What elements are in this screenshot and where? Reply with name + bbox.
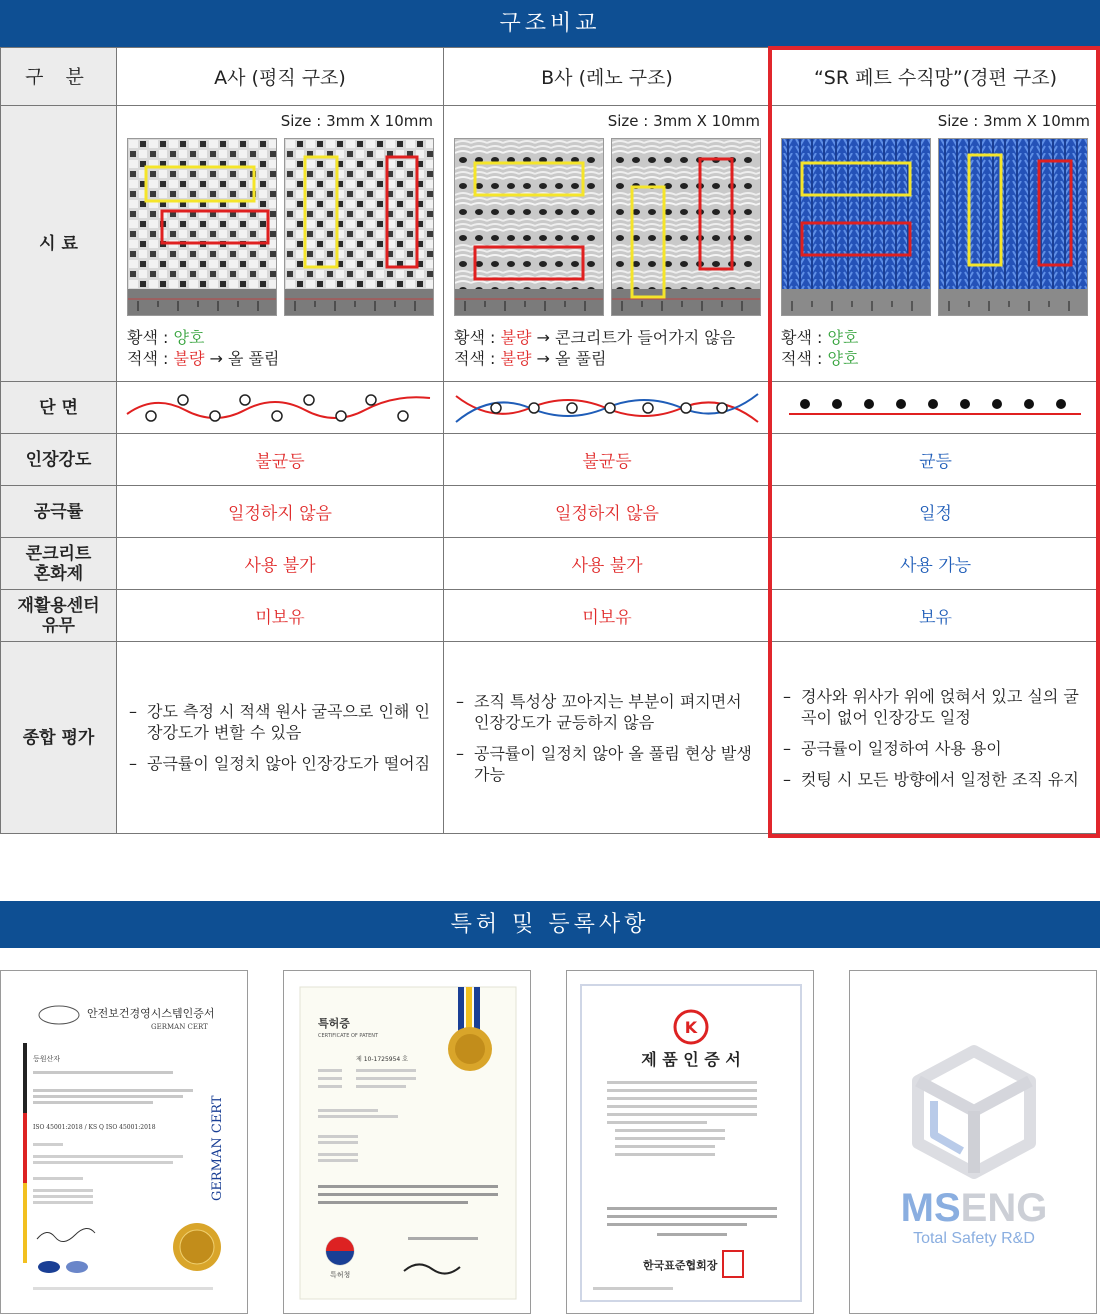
cross-section-diagram xyxy=(781,388,1091,428)
fabric-sample-photo xyxy=(284,138,434,316)
logo-name-part: ENG xyxy=(960,1186,1048,1230)
value-c: 보유 xyxy=(771,590,1100,642)
table-header-row xyxy=(1,48,1100,106)
comparison-table xyxy=(0,47,1100,834)
note-result: 양호 xyxy=(827,349,859,368)
admixture-row xyxy=(1,538,1100,590)
row-label: 공극률 xyxy=(1,486,117,538)
yellow-note xyxy=(127,327,204,348)
value-b: 미보유 xyxy=(444,590,771,642)
patent-subtitle: CERTIFICATE OF PATENT xyxy=(318,1033,379,1039)
patent-number: 제 10-1725954 호 xyxy=(356,1056,408,1063)
note-prefix: 적색 : xyxy=(127,349,174,368)
patent-title: 특허증 xyxy=(318,1017,350,1030)
note-prefix: 황색 : xyxy=(127,328,174,347)
header-company-a: A사 (평직 구조) xyxy=(117,48,444,106)
porosity-row xyxy=(1,486,1100,538)
size-label: Size : 3mm X 10mm xyxy=(607,112,760,130)
note-result: 양호 xyxy=(173,328,205,347)
recycling-center-row xyxy=(1,590,1100,642)
row-label: 종합 평가 xyxy=(1,642,117,834)
value-b: 불균등 xyxy=(444,434,771,486)
note-suffix: → 올 풀림 xyxy=(531,349,607,368)
cross-section-diagram xyxy=(125,388,435,428)
value-c: 균등 xyxy=(771,434,1100,486)
sample-cell-b xyxy=(444,106,771,382)
list-item: – 컷팅 시 모든 방향에서 일정한 조직 유지 xyxy=(781,769,1090,790)
row-label-line: 콘크리트 xyxy=(25,543,92,564)
mseng-logo-wordmark xyxy=(901,1186,1048,1230)
fabric-sample-photo xyxy=(127,138,277,316)
red-note xyxy=(454,348,606,369)
note-prefix: 적색 : xyxy=(454,349,501,368)
sample-cell-c xyxy=(771,106,1100,382)
note-prefix: 황색 : xyxy=(781,328,828,347)
note-suffix: → 콘크리트가 들어가지 않음 xyxy=(531,328,736,347)
size-label: Size : 3mm X 10mm xyxy=(280,112,433,130)
red-note xyxy=(781,348,858,369)
row-label xyxy=(1,590,117,642)
structure-comparison-title: 구조비교 xyxy=(499,11,601,36)
sample-label: 시 료 xyxy=(1,106,117,382)
note-prefix: 황색 : xyxy=(454,328,501,347)
cert-title: 안전보건경영시스템인증서 xyxy=(87,1007,215,1020)
sample-cell-a xyxy=(117,106,444,382)
cert-iso: ISO 45001:2018 / KS Q ISO 45001:2018 xyxy=(33,1124,156,1131)
cross-section-c xyxy=(771,382,1100,434)
note-suffix: → 올 풀림 xyxy=(204,349,280,368)
fabric-sample-photo xyxy=(611,138,761,316)
note-result: 불량 xyxy=(500,349,532,368)
row-label-line: 재활용센터 xyxy=(17,595,100,616)
list-item: – 공극률이 일정치 않아 올 풀림 현상 발생 가능 xyxy=(454,743,760,785)
list-item: – 공극률이 일정치 않아 인장강도가 떨어짐 xyxy=(127,753,433,774)
list-item: – 경사와 위사가 위에 얹혀서 있고 실의 굴곡이 없어 인장강도 일정 xyxy=(781,686,1090,728)
evaluation-c xyxy=(771,642,1100,834)
value-b: 일정하지 않음 xyxy=(444,486,771,538)
note-result: 불량 xyxy=(500,328,532,347)
patents-title: 특허 및 등록사항 xyxy=(450,912,650,937)
list-item: – 공극률이 일정하여 사용 용이 xyxy=(781,738,1090,759)
product-cert-issuer: 한국표준협회장 xyxy=(643,1259,718,1272)
logo-tagline: Total Safety R&D xyxy=(913,1230,1035,1247)
value-c: 일정 xyxy=(771,486,1100,538)
red-note xyxy=(127,348,279,369)
patent-certificate[interactable] xyxy=(283,970,531,1314)
fabric-sample-photo xyxy=(454,138,604,316)
cert-org: GERMAN CERT xyxy=(151,1023,208,1031)
cert-org-vertical: GERMAN CERT xyxy=(210,1095,225,1201)
fabric-sample-photo xyxy=(781,138,931,316)
row-label: 인장강도 xyxy=(1,434,117,486)
header-sr-pet: “SR 페트 수직망”(경편 구조) xyxy=(771,48,1100,106)
patents-header xyxy=(0,901,1100,948)
yellow-note xyxy=(454,327,735,348)
row-label-line: 유무 xyxy=(42,615,75,636)
value-a: 불균등 xyxy=(117,434,444,486)
row-label-line: 혼화제 xyxy=(33,563,84,584)
header-label: 구 분 xyxy=(1,48,117,106)
mseng-logo-card[interactable] xyxy=(849,970,1097,1314)
value-b: 사용 불가 xyxy=(444,538,771,590)
cross-section-label: 단 면 xyxy=(1,382,117,434)
patent-office: 특허청 xyxy=(330,1271,351,1279)
yellow-note xyxy=(781,327,858,348)
header-company-b: B사 (레노 구조) xyxy=(444,48,771,106)
value-a: 사용 불가 xyxy=(117,538,444,590)
note-result: 양호 xyxy=(827,328,859,347)
svg-text:등원산자: 등원산자 xyxy=(33,1055,61,1063)
value-a: 미보유 xyxy=(117,590,444,642)
list-item: – 강도 측정 시 적색 원사 굴곡으로 인해 인장강도가 변할 수 있음 xyxy=(127,701,433,743)
list-item: – 조직 특성상 꼬아지는 부분이 펴지면서 인장강도가 균등하지 않음 xyxy=(454,691,760,733)
size-label: Size : 3mm X 10mm xyxy=(937,112,1090,130)
value-a: 일정하지 않음 xyxy=(117,486,444,538)
fabric-sample-photo xyxy=(938,138,1088,316)
overall-evaluation-row xyxy=(1,642,1100,834)
structure-comparison-header xyxy=(0,0,1100,47)
cross-section-diagram xyxy=(452,388,762,428)
product-certificate[interactable] xyxy=(566,970,814,1314)
cross-section-b xyxy=(444,382,771,434)
evaluation-a xyxy=(117,642,444,834)
product-cert-title: 제 품 인 증 서 xyxy=(641,1050,741,1069)
cross-section-row xyxy=(1,382,1100,434)
cross-section-a xyxy=(117,382,444,434)
row-label xyxy=(1,538,117,590)
logo-name-part: MS xyxy=(900,1186,961,1230)
evaluation-b xyxy=(444,642,771,834)
value-c: 사용 가능 xyxy=(771,538,1100,590)
ks-mark-icon: K xyxy=(684,1018,698,1037)
german-cert-certificate[interactable] xyxy=(0,970,248,1314)
sample-row xyxy=(1,106,1100,382)
tensile-strength-row xyxy=(1,434,1100,486)
note-prefix: 적색 : xyxy=(781,349,828,368)
note-result: 불량 xyxy=(173,349,205,368)
